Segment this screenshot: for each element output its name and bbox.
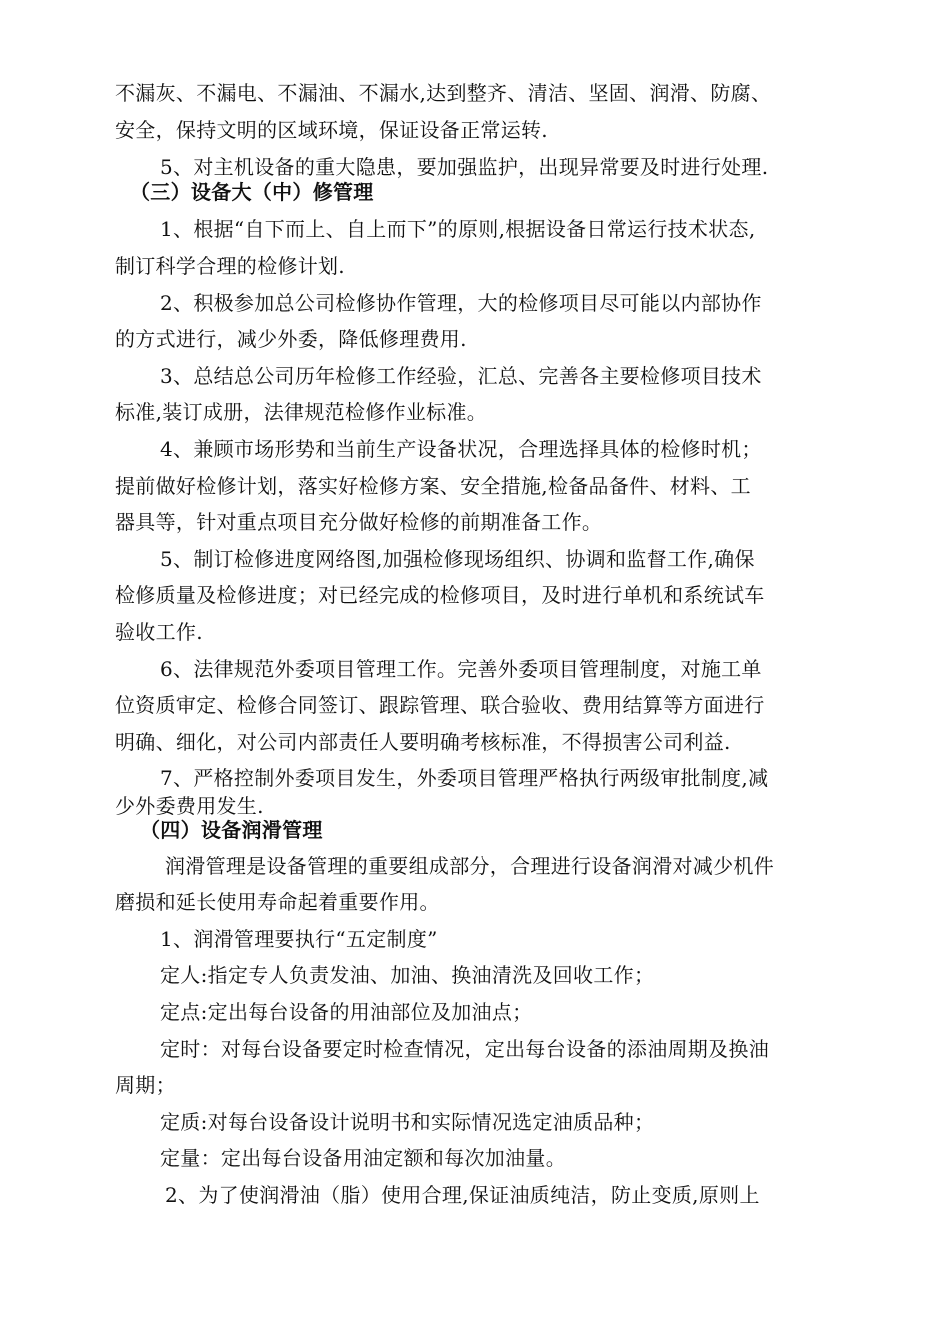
paragraph-line: 2、为了使润滑油（脂）使用合理,保证油质纯洁，防止变质,原则上	[165, 1183, 760, 1207]
paragraph-line: 定质:对每台设备设计说明书和实际情况选定油质品种；	[160, 1110, 655, 1134]
paragraph-line: 定点:定出每台设备的用油部位及加油点；	[160, 1000, 533, 1024]
paragraph-line: 标准,装订成册，法律规范检修作业标准。	[115, 400, 488, 424]
paragraph-line: 安全，保持文明的区域环境，保证设备正常运转.	[115, 118, 548, 142]
paragraph-line: 器具等，针对重点项目充分做好检修的前期准备工作。	[115, 510, 603, 534]
paragraph-line: 周期；	[115, 1073, 176, 1097]
paragraph-line: 1、润滑管理要执行“五定制度”	[160, 927, 438, 951]
paragraph-line: 不漏灰、不漏电、不漏油、不漏水,达到整齐、清洁、坚固、润滑、防腐、	[115, 81, 772, 105]
paragraph-line: 6、法律规范外委项目管理工作。完善外委项目管理制度，对施工单	[160, 657, 762, 681]
paragraph-line: 1、根据“自下而上、自上而下”的原则,根据设备日常运行技术状态,	[160, 217, 756, 241]
paragraph-line: 2、积极参加总公司检修协作管理，大的检修项目尽可能以内部协作	[160, 291, 762, 315]
paragraph-line: 验收工作.	[115, 620, 203, 644]
paragraph-line: 明确、细化，对公司内部责任人要明确考核标准，不得损害公司利益.	[115, 730, 731, 754]
paragraph-line: 的方式进行，减少外委，降低修理费用.	[115, 327, 467, 351]
paragraph-line: 定人:指定专人负责发油、加油、换油清洗及回收工作；	[160, 963, 655, 987]
paragraph-line: 少外委费用发生.	[115, 794, 264, 818]
paragraph-line: 3、总结总公司历年检修工作经验，汇总、完善各主要检修项目技术	[160, 364, 762, 388]
paragraph-line: 4、兼顾市场形势和当前生产设备状况，合理选择具体的检修时机；	[160, 437, 762, 461]
paragraph-line: 5、制订检修进度网络图,加强检修现场组织、协调和监督工作,确保	[160, 547, 755, 571]
paragraph-line: 位资质审定、检修合同签订、跟踪管理、联合验收、费用结算等方面进行	[115, 693, 765, 717]
section-heading: （三）设备大（中）修管理	[130, 180, 374, 204]
section-heading: （四）设备润滑管理	[140, 818, 323, 842]
paragraph-line: 5、对主机设备的重大隐患，要加强监护，出现异常要及时进行处理.	[160, 155, 769, 179]
paragraph-line: 制订科学合理的检修计划.	[115, 254, 345, 278]
paragraph-line: 提前做好检修计划，落实好检修方案、安全措施,检备品备件、材料、工	[115, 474, 751, 498]
paragraph-line: 润滑管理是设备管理的重要组成部分，合理进行设备润滑对减少机件	[165, 854, 774, 878]
paragraph-line: 7、严格控制外委项目发生，外委项目管理严格执行两级审批制度,减	[160, 766, 769, 790]
paragraph-line: 检修质量及检修进度；对已经完成的检修项目，及时进行单机和系统试车	[115, 583, 765, 607]
paragraph-line: 定时：对每台设备要定时检查情况，定出每台设备的添油周期及换油	[160, 1037, 769, 1061]
paragraph-line: 定量：定出每台设备用油定额和每次加油量。	[160, 1146, 566, 1170]
paragraph-line: 磨损和延长使用寿命起着重要作用。	[115, 890, 440, 914]
